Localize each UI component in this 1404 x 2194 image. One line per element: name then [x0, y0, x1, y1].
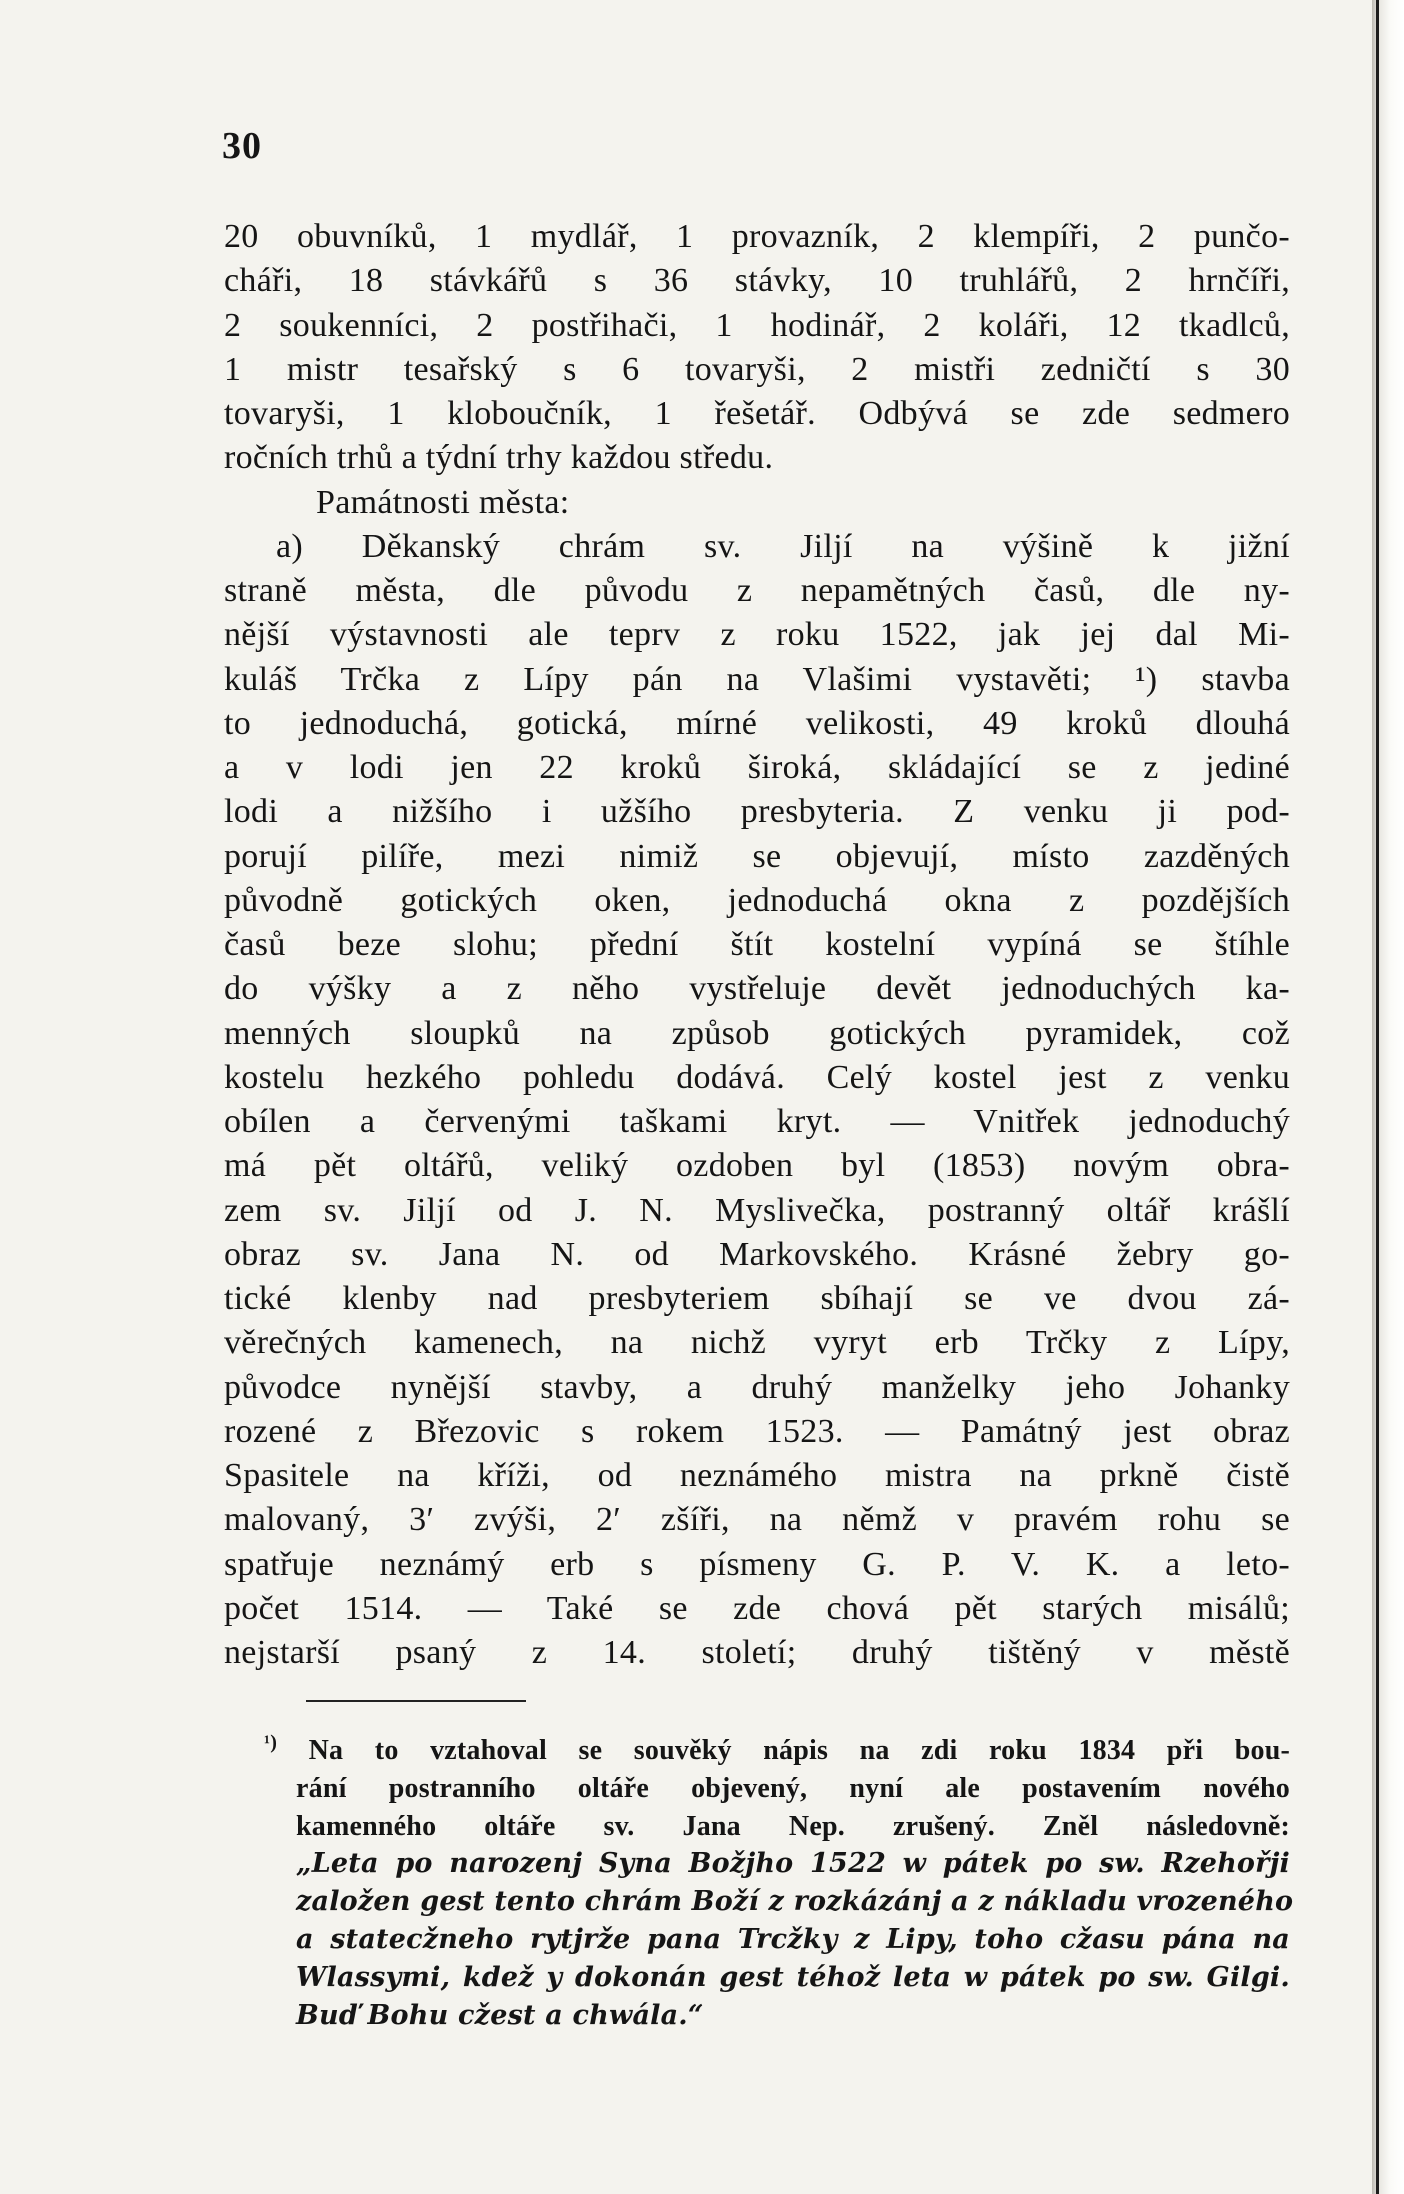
- text-line: obílen a červenými taškami kryt. — Vnitřek jednoduchý: [224, 1103, 1290, 1140]
- text-line: cháři, 18 stávkářů s 36 stávky, 10 truhlářů, 2 hrnčíři,: [224, 262, 1290, 300]
- body-text: [224, 215, 1290, 1675]
- text-line: 20 obuvníků, 1 mydlář, 1 provazník, 2 klempíři, 2 punčo-: [224, 218, 1290, 255]
- footnote-inscription-line: založen gest tento chrám Boží z rozkázánj a z nákladu vrozeného: [296, 1886, 1294, 1918]
- text-line: spatřuje neznámý erb s písmeny G. P. V. K. a leto-: [224, 1545, 1290, 1583]
- text-line: a v lodi jen 22 kroků široká, skládající se z jediné: [224, 749, 1290, 786]
- text-line: původce nynější stavby, a druhý manželky jeho Johanky: [224, 1368, 1290, 1406]
- footnote-line: [224, 1732, 1290, 1770]
- text-line: časů beze slohu; přední štít kostelní vypíná se štíhle: [224, 926, 1290, 963]
- footnote-text: Na to vztahoval se souvěký nápis na zdi roku 1834 při bou-: [308, 1735, 1291, 1766]
- text-line: počet 1514. — Také se zde chová pět starých misálů;: [224, 1589, 1290, 1627]
- text-line: to jednoduchá, gotická, mírné velikosti, 49 kroků dlouhá: [224, 704, 1290, 742]
- footnote-marker: ¹): [264, 1731, 278, 1754]
- footnote-inscription-line: Buď Bohu cžest a chwála.“: [296, 1999, 704, 2031]
- text-line: původně gotických oken, jednoduchá okna z pozdějších: [224, 881, 1290, 919]
- text-line: nější výstavnosti ale teprv z roku 1522, jak jej dal Mi-: [224, 616, 1290, 654]
- text-line: zem sv. Jiljí od J. N. Myslivečka, postranný oltář krášlí: [224, 1191, 1290, 1229]
- text-line: kostelu hezkého pohledu dodává. Celý kostel jest z venku: [224, 1058, 1290, 1096]
- text-line: tovaryši, 1 kloboučník, 1 řešetář. Odbývá se zde sedmero: [224, 395, 1290, 432]
- section-heading: Památnosti města:: [316, 483, 570, 521]
- footnote-line: kamenného oltáře sv. Jana Nep. zrušený. Zněl následovně:: [296, 1810, 1290, 1842]
- text-line: do výšky a z něho vystřeluje devět jednoduchých ka-: [224, 970, 1290, 1008]
- text-line: ročních trhů a týdní trhy každou středu.: [224, 439, 774, 477]
- text-line: tické klenby nad presbyteriem sbíhají se ve dvou zá-: [224, 1280, 1290, 1317]
- text-line: 2 soukenníci, 2 postřihači, 1 hodinář, 2 koláři, 12 tkadlců,: [224, 306, 1290, 344]
- text-line: kuláš Trčka z Lípy pán na Vlašimi vystavěti; ¹) stavba: [224, 660, 1290, 698]
- text-line: lodi a nižšího i užšího presbyteria. Z venku ji pod-: [224, 793, 1290, 831]
- text-line: má pět oltářů, veliký ozdoben byl (1853) novým obra-: [224, 1147, 1290, 1185]
- footnote-line: rání postranního oltáře objevený, nyní ale postavením nového: [296, 1772, 1290, 1804]
- text-line: porují pilíře, mezi nimiž se objevují, místo zazděných: [224, 837, 1290, 875]
- edge-rule: [1376, 0, 1379, 2194]
- text-line: věrečných kamenech, na nichž vyryt erb Trčky z Lípy,: [224, 1324, 1290, 1362]
- footnote-inscription-line: Wlassymi, kdež y dokonán gest téhož leta w pátek po sw. Gilgi.: [296, 1961, 1290, 1993]
- footnote-inscription-line: „Leta po narozenj Syna Božjho 1522 w pátek po sw. Rzehořji: [296, 1848, 1290, 1880]
- text-line: 1 mistr tesařský s 6 tovaryši, 2 mistři zedničtí s 30: [224, 350, 1290, 388]
- footnote-inscription-line: a statecžneho rytjrže pana Trcžky z Lipy, toho cžasu pána na: [296, 1923, 1290, 1955]
- text-line: malovaný, 3′ zvýši, 2′ zšíři, na němž v pravém rohu se: [224, 1501, 1290, 1539]
- page-number: 30: [222, 125, 262, 167]
- text-line: obraz sv. Jana N. od Markovského. Krásné žebry go-: [224, 1235, 1290, 1273]
- page-edge: [1372, 0, 1404, 2194]
- text-line: menných sloupků na způsob gotických pyramidek, což: [224, 1014, 1290, 1052]
- text-line: straně města, dle původu z nepamětných časů, dle ny-: [224, 572, 1290, 609]
- text-line: rozené z Březovic s rokem 1523. — Památný jest obraz: [224, 1412, 1290, 1450]
- text-line: nejstarší psaný z 14. století; druhý tištěný v městě: [224, 1634, 1290, 1671]
- footnote-divider: [306, 1700, 526, 1702]
- text-line: Spasitele na kříži, od neznámého mistra na prkně čistě: [224, 1457, 1290, 1494]
- subsection-heading: a) Děkanský chrám sv. Jiljí na výšině k jižní: [276, 527, 1290, 565]
- footnote: [224, 1731, 1294, 2034]
